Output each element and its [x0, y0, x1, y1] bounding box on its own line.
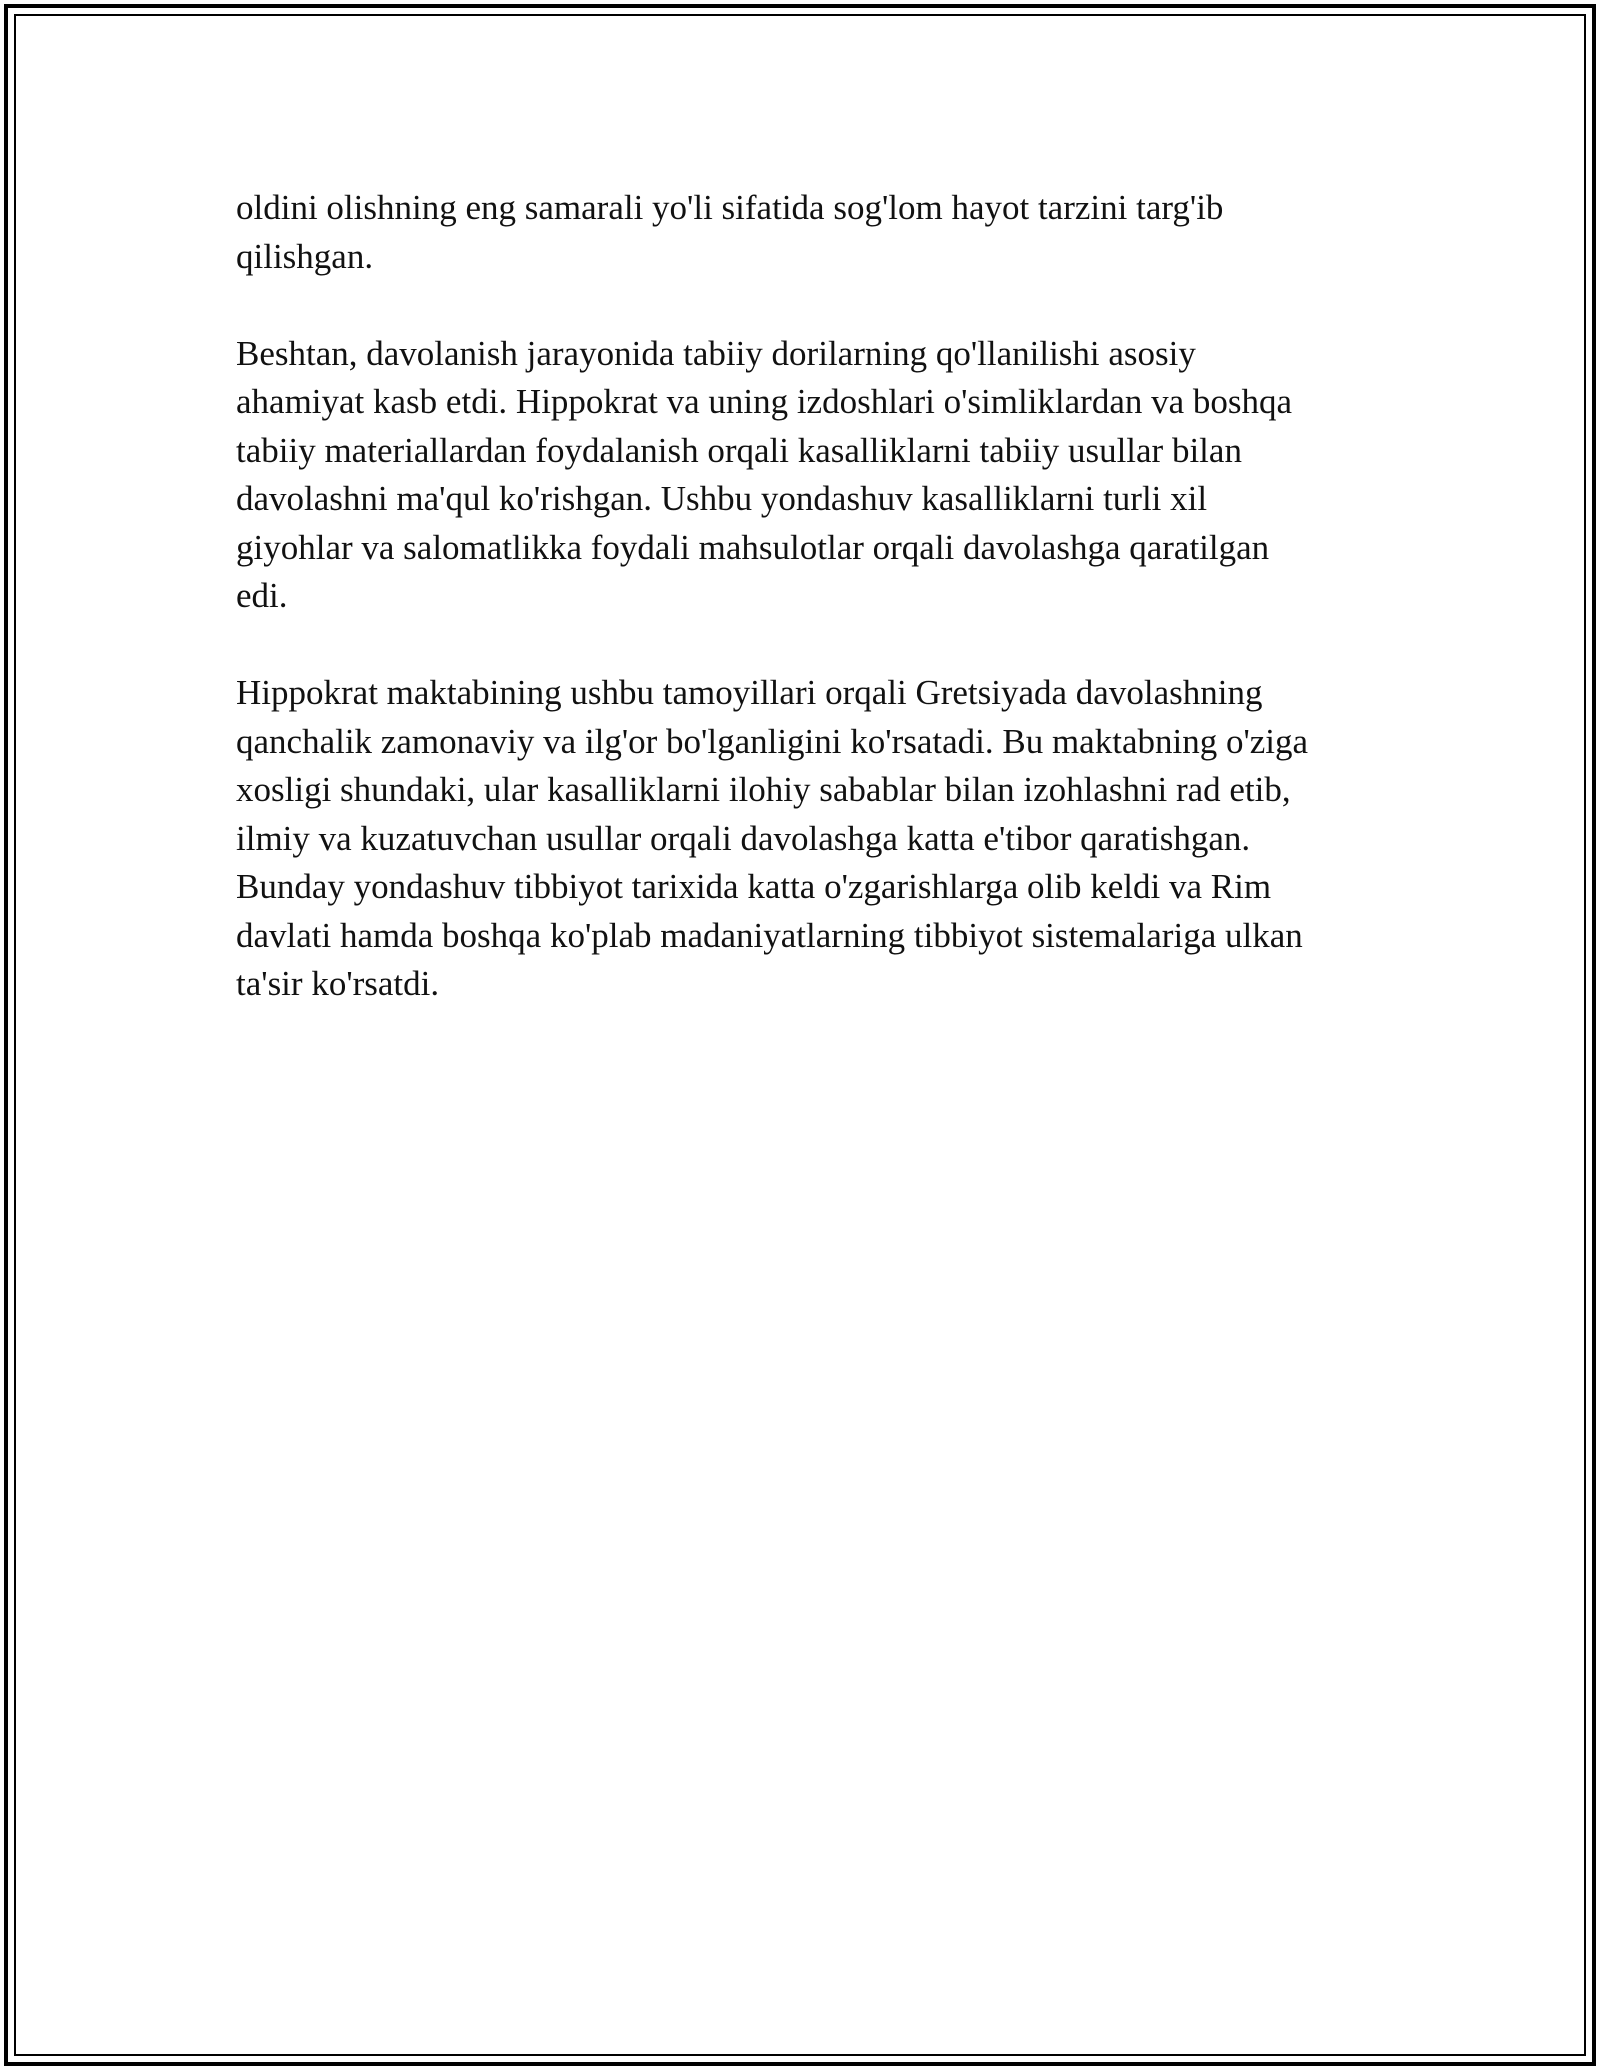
- document-body: [236, 184, 1364, 1009]
- paragraph-2: Beshtan, davolanish jarayonida tabiiy dorilarning qo'llanilishi asosiy ahamiyat kasb etdi. Hippokrat va uning izdoshlari o'simliklardan va boshqa tabiiy materiallardan foydalanish orqali kasalliklarni tabiiy usullar bilan davolashni ma'qul ko'rishgan. Ushbu yondashuv kasalliklarni turli xil giyohlar va salomatlikka foydali mahsulotlar orqali davolashga qaratilgan edi.: [236, 333, 1293, 615]
- paragraph-3: Hippokrat maktabining ushbu tamoyillari orqali Gretsiyada davolashning qanchalik zamonaviy va ilg'or bo'lganligini ko'rsatadi. Bu maktabning o'ziga xosligi shundaki, ular kasalliklarni ilohiy sabablar bilan izohlashni rad etib, ilmiy va kuzatuvchan usullar orqali davolashga katta e'tibor qaratishgan. Bunday yondashuv tibbiyot tarixida katta o'zgarishlarga olib keldi va Rim davlati hamda boshqa ko'plab madaniyatlarning tibbiyot sistemalariga ulkan ta'sir ko'rsatdi.: [236, 673, 1309, 1003]
- paragraph-1: oldini olishning eng samarali yo'li sifatida sog'lom hayot tarzini targ'ib qilishgan.: [236, 188, 1224, 276]
